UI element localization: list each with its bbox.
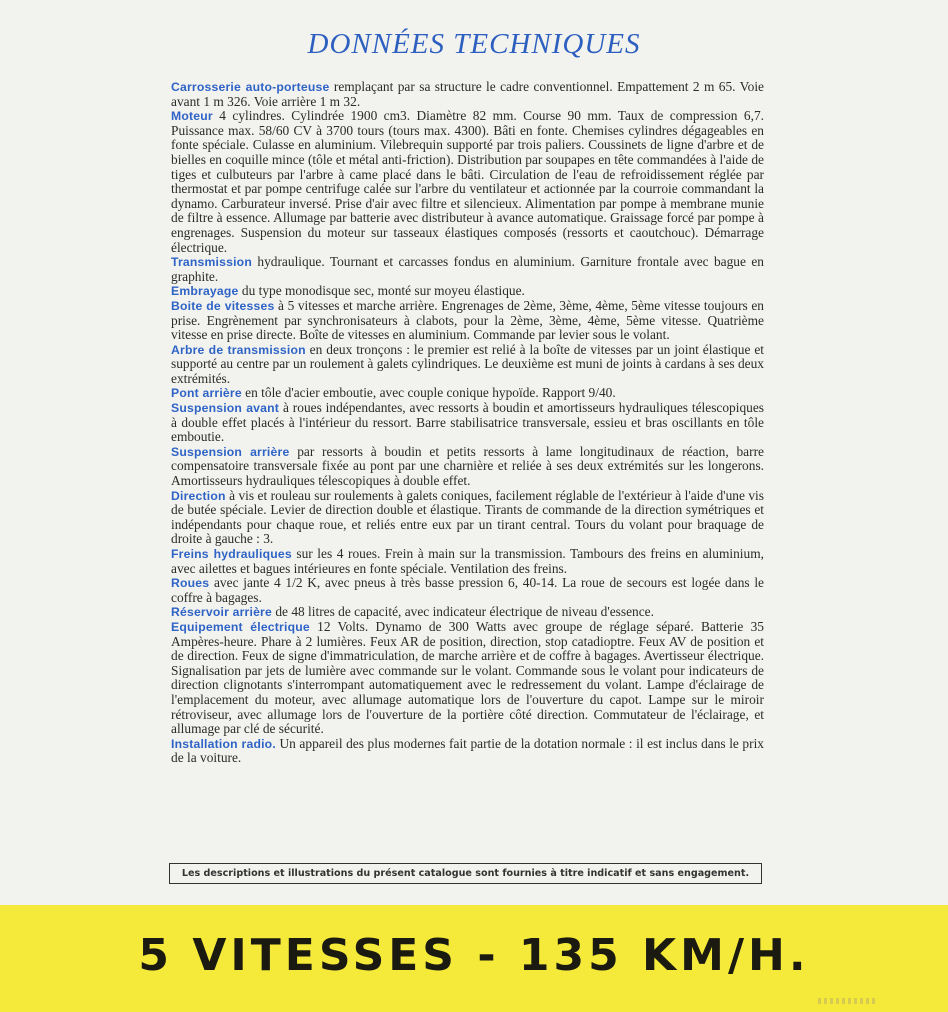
specs-body [171,80,764,766]
spec-text: à vis et rouleau sur roulements à galets coniques, facilement réglable de l'extérieur à l'aide d'une vis de butée spéciale. Levier de direction double et élastique. Tirants de commande de la direction symétriques et indépendants pour chaque roue, et reliés entre eux par un tirant central. Tours du volant pour braquage de droite à gauche : 3. [171,487,764,547]
spec-text: hydraulique. Tournant et carcasses fondus en aluminium. Garniture frontale avec bague en graphite. [171,254,764,284]
spec-heading: Embrayage [171,284,239,299]
spec-text: avec jante 4 1/2 K, avec pneus à très basse pression 6, 40-14. La roue de secours est logée dans le coffre à bagages. [171,575,764,605]
disclaimer-box: Les descriptions et illustrations du présent catalogue sont fournies à titre indicatif et sans engagement. [169,863,762,884]
spec-text: par ressorts à boudin et petits ressorts à lame longitudinaux de réaction, barre compensatoire transversale fixée au pont par une charnière et reliée à ses deux extrémités sur les longerons. Amortisseurs hydrauliques télescopiques à double effet. [171,443,764,489]
spec-section-pont-arriere [171,386,764,401]
spec-heading: Moteur [171,109,213,124]
spec-heading: Carrosserie auto-porteuse [171,80,330,94]
spec-heading: Arbre de transmission [171,342,306,357]
spec-section-moteur [171,109,764,255]
spec-text: en tôle d'acier emboutie, avec couple conique hypoïde. Rapport 9/40. [245,385,616,401]
spec-heading: Freins hydrauliques [171,547,292,561]
spec-section-transmission [171,255,764,284]
spec-text: Un appareil des plus modernes fait partie de la dotation normale : il est inclus dans le prix de la voiture. [171,735,764,766]
spec-section-freins [171,547,764,576]
spec-section-carrosserie [171,80,764,109]
spec-heading: Boite de vitesses [171,298,275,313]
spec-text: de 48 litres de capacité, avec indicateur électrique de niveau d'essence. [275,604,654,620]
spec-text: à roues indépendantes, avec ressorts à boudin et amortisseurs hydrauliques télescopiques à double effet placés à l'intérieur du ressort. Barre stabilisatrice transversale, essieu et bras oscillants en tôle emboutie. [171,400,764,445]
spec-section-direction [171,489,764,547]
print-mark [818,998,878,1004]
spec-section-roues [171,576,764,605]
spec-section-arbre-transmission [171,343,764,387]
spec-heading: Pont arrière [171,386,242,401]
spec-text: remplaçant par sa structure le cadre conventionnel. Empattement 2 m 65. Voie avant 1 m 326. Voie arrière 1 m 32. [171,79,764,109]
spec-section-installation-radio [171,737,764,766]
page-title: DONNÉES TECHNIQUES [307,28,641,60]
spec-section-reservoir [171,605,764,620]
spec-text: sur les 4 roues. Frein à main sur la transmission. Tambours des freins en aluminium, avec ailettes et bagues intérieures en fonte spéciale. Ventilation des freins. [171,546,764,576]
spec-section-suspension-arriere [171,445,764,489]
spec-section-boite-vitesses [171,299,764,343]
spec-text: en deux tronçons : le premier est relié à la boîte de vitesses par un joint élastique et supporté au centre par un roulement à galets cylindriques. Le deuxième est muni de joints à cardans à ses deux extrémités. [171,341,764,386]
spec-text: à 5 vitesses et marche arrière. Engrenages de 2ème, 3ème, 4ème, 5ème vitesse toujours en prise. Engrènement par synchronisateurs à clabots, pour la 2ème, 3ème, 4ème, 5ème vitesse. Quatrième vitesse en prise directe. Boîte de vitesses en aluminium. Commande par levier sous le volant. [171,297,764,343]
spec-text: 4 cylindres. Cylindrée 1900 cm3. Diamètre 82 mm. Course 90 mm. Taux de compression 6,7. Puissance max. 58/60 CV à 3700 tours (tours max. 4300). Bâti en fonte. Chemises cylindres dégageables en fonte spéciale. Culasse en aluminium. Vilebrequin supporté par trois paliers. Coussinets de ligne d'arbre et de bielles en coquille mince (tôle et métal anti-friction). Distribution par soupapes en tête commandées à l'aide de tiges et culbuteurs par l'arbre à came placé dans le bâti. Circulation de l'eau de refroidissement réglée par thermostat et par pompe centrifuge calée sur l'arbre du ventilateur et actionnée par la courroie commandant la dynamo. Carburateur inversé. Prise d'air avec filtre et silencieux. Alimentation par pompe à membrane munie de filtre à essence. Allumage par batterie avec distributeur à avance automatique. Graissage forcé par pompe à engrenages. Suspension du moteur sur tasseaux élastiques composés (ressorts et caoutchouc). Démarrage électrique. [171,108,764,255]
slogan-text: 5 VITESSES - 135 KM/H. [138,930,810,981]
spec-heading: Réservoir arrière [171,605,272,620]
spec-section-suspension-avant [171,401,764,445]
spec-section-embrayage [171,284,764,299]
spec-heading: Equipement électrique [171,619,310,634]
spec-section-equipement-electrique [171,620,764,737]
spec-text: 12 Volts. Dynamo de 300 Watts avec groupe de réglage séparé. Batterie 35 Ampères-heure. Phare à 2 lumières. Feux AR de position, direction, stop catadioptre. Feux AV de position et de direction. Feux de signe d'immatriculation, de marche arrière et de coffre à bagages. Avertisseur électrique. Signalisation par jets de lumière avec commande sur le volant. Commande sous le volant pour indicateurs de direction clignotants s'interrompant automatiquement avec le redressement du volant. Lampe d'éclairage de l'emplacement du moteur, avec allumage automatique lors de l'ouverture du capot. Lampe sur le miroir rétroviseur, avec allumage lors de l'ouverture de la portière côté direction. Commutateur de l'éclairage, et allumage par clé de sécurité. [171,618,764,737]
spec-heading: Installation radio. [171,736,276,751]
spec-text: du type monodisque sec, monté sur moyeu élastique. [241,283,525,299]
spec-heading: Direction [171,488,226,503]
spec-heading: Suspension avant [171,401,280,416]
spec-heading: Suspension arrière [171,444,290,459]
spec-heading: Transmission [171,255,252,270]
spec-heading: Roues [171,576,210,591]
